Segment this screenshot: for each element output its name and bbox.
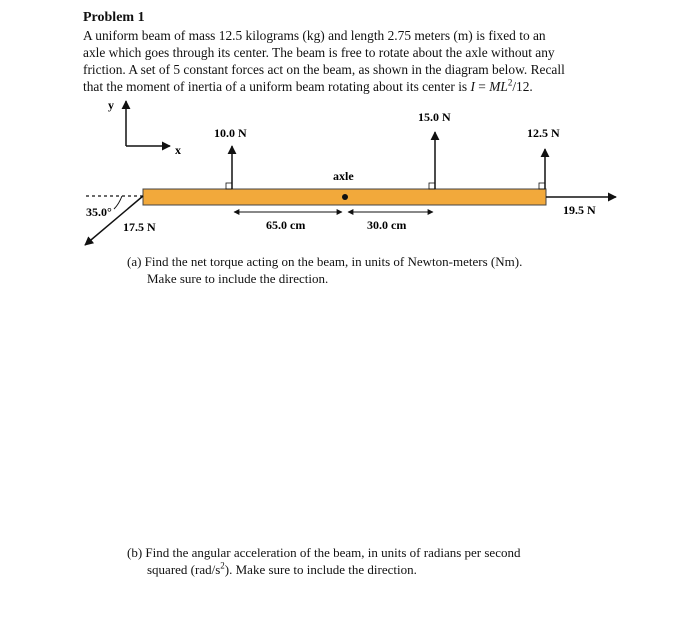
coordinate-axes [108,98,181,157]
question-b [127,544,520,578]
distance-30-label: 30.0 cm [367,218,407,232]
statement-line-4-text: that the moment of inertia of a uniform beam rotating about its center is [83,79,471,94]
ml-symbol: ML [489,79,508,94]
force-10-0-label: 10.0 N [214,126,247,140]
question-b-line-2-suffix: ). Make sure to include the direction. [224,562,417,577]
inertia-symbol: I [470,79,475,94]
question-a [127,253,522,287]
exponent: 2 [507,77,513,88]
statement-line-1: A uniform beam of mass 12.5 kilograms (kg) and length 2.75 meters (m) is fixed to an [83,28,546,43]
x-axis-label: x [175,143,181,157]
question-a-line-1: (a) Find the net torque acting on the beam, in units of Newton-meters (Nm). [127,254,523,269]
angle-label: 35.0° [86,205,112,219]
force-17-5-label: 17.5 N [123,220,156,234]
formula-tail: /12. [512,79,533,94]
force-19-5-label: 19.5 N [563,203,596,217]
right-angle-mark-1 [226,183,232,189]
question-b-line-2 [127,561,520,578]
statement-line-3: friction. A set of 5 constant forces act on the beam, as shown in the diagram below. Recall [83,62,565,77]
angle-arc [114,196,122,209]
question-b-line-2-prefix: squared (rad/s [147,562,221,577]
statement-line-2: axle which goes through its center. The beam is free to rotate about the axle without any [83,45,555,60]
force-15-0-label: 15.0 N [418,110,451,124]
axle-point [342,194,348,200]
right-angle-mark-2 [429,183,435,189]
question-b-line-1: (b) Find the angular acceleration of the beam, in units of radians per second [127,545,521,560]
force-12-5-label: 12.5 N [527,126,560,140]
question-a-line-2: Make sure to include the direction. [147,271,329,286]
equals-sign: = [474,79,490,94]
right-angle-mark-3 [539,183,545,189]
axle-label: axle [333,169,354,183]
y-axis-label: y [108,98,114,112]
problem-title: Problem 1 [83,10,145,25]
distance-65-label: 65.0 cm [266,218,306,232]
question-b-exponent: 2 [220,560,225,571]
